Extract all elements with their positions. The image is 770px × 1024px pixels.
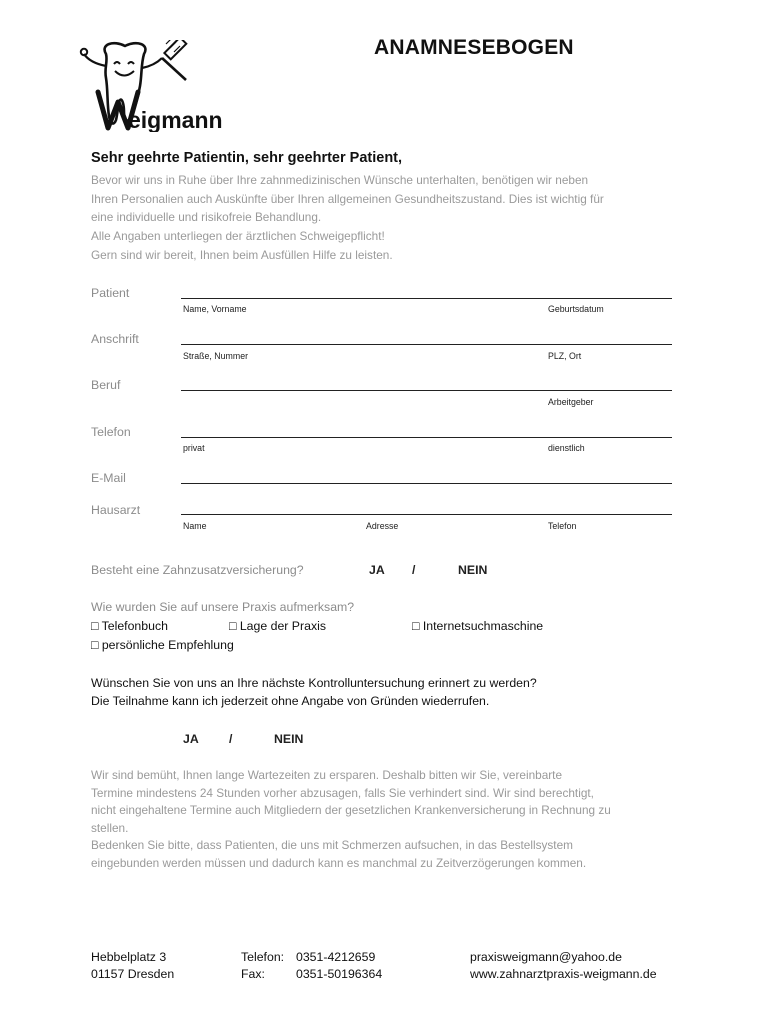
svg-text:eigmann: eigmann xyxy=(128,107,223,132)
referral-option-search-engine[interactable]: □ Internetsuchmaschine xyxy=(412,619,544,633)
referral-option-recommendation[interactable]: □ persönliche Empfehlung xyxy=(91,638,234,652)
reminder-separator: / xyxy=(229,732,233,746)
footer-contact-labels xyxy=(241,949,284,983)
phone-label: Telefon xyxy=(91,425,131,439)
intro-line: eine individuelle und risikofreie Behandlung. xyxy=(91,210,322,224)
doctor-phone-caption: Telefon xyxy=(548,521,577,531)
footer-website-link[interactable]: www.zahnarztpraxis-weigmann.de xyxy=(470,967,657,981)
insurance-separator: / xyxy=(412,563,416,577)
notice-line: stellen. xyxy=(91,820,129,835)
family-doctor-field[interactable] xyxy=(181,514,672,515)
appointment-notice xyxy=(91,767,691,873)
notice-line: Bedenken Sie bitte, dass Patienten, die uns mit Schmerzen aufsuchen, in das Bestellsystem xyxy=(91,838,573,853)
notice-line: Wir sind bemüht, Ihnen lange Wartezeiten zu ersparen. Deshalb bitten wir Sie, vereinbarte xyxy=(91,768,563,782)
footer-fax: 0351-50196364 xyxy=(296,967,383,981)
intro-line: Ihren Personalien auch Auskünfte über Ihren allgemeinen Gesundheitszustand. Dies ist wichtig für xyxy=(91,192,604,206)
address-label: Anschrift xyxy=(91,332,139,346)
insurance-question: Besteht eine Zahnzusatzversicherung? xyxy=(91,563,304,577)
referral-option-phonebook[interactable]: □ Telefonbuch xyxy=(91,619,168,633)
phone-field[interactable] xyxy=(181,437,672,438)
address-street-caption: Straße, Nummer xyxy=(183,351,249,361)
footer-phone-label: Telefon: xyxy=(241,950,285,964)
patient-label: Patient xyxy=(91,286,130,300)
reminder-note: Die Teilnahme kann ich jederzeit ohne Angabe von Gründen wiederrufen. xyxy=(91,694,490,708)
phone-business-caption: dienstlich xyxy=(548,443,585,453)
footer-address xyxy=(91,949,174,983)
referral-option-location[interactable]: □ Lage der Praxis xyxy=(229,619,326,633)
intro-line: Alle Angaben unterliegen der ärztlichen Schweigepflicht! xyxy=(91,229,385,243)
form-title: ANAMNESEBOGEN xyxy=(374,36,574,59)
notice-line: eingebunden werden müssen und dadurch kann es manchmal zu Zeitverzögerungen kommen. xyxy=(91,855,587,870)
doctor-name-caption: Name xyxy=(183,521,207,531)
address-field[interactable] xyxy=(181,344,672,345)
insurance-no-option[interactable]: NEIN xyxy=(458,563,488,577)
footer-online xyxy=(470,949,657,983)
address-city-caption: PLZ, Ort xyxy=(548,351,582,361)
footer-contact-numbers xyxy=(296,949,382,983)
family-doctor-label: Hausarzt xyxy=(91,503,141,517)
footer-fax-label: Fax: xyxy=(241,967,265,981)
employer-caption: Arbeitgeber xyxy=(548,397,594,407)
patient-birthdate-caption: Geburtsdatum xyxy=(548,304,604,314)
phone-private-caption: privat xyxy=(183,443,205,453)
notice-line: Termine mindestens 24 Stunden vorher abzusagen, falls Sie verhindert sind. Wir sind berechtigt, xyxy=(91,785,594,800)
footer-city: 01157 Dresden xyxy=(91,967,175,981)
patient-name-caption: Name, Vorname xyxy=(183,304,247,314)
reminder-yes-option[interactable]: JA xyxy=(183,732,199,746)
email-field[interactable] xyxy=(181,483,672,484)
tooth-mascot-icon xyxy=(78,40,243,132)
doctor-address-caption: Adresse xyxy=(366,521,399,531)
footer-street: Hebbelplatz 3 xyxy=(91,950,167,964)
email-label: E-Mail xyxy=(91,471,126,485)
insurance-yes-option[interactable]: JA xyxy=(369,563,385,577)
reminder-question: Wünschen Sie von uns an Ihre nächste Kontrolluntersuchung erinnert zu werden? xyxy=(91,676,537,690)
occupation-label: Beruf xyxy=(91,378,121,392)
referral-question: Wie wurden Sie auf unsere Praxis aufmerksam? xyxy=(91,600,355,614)
intro-line: Bevor wir uns in Ruhe über Ihre zahnmedizinischen Wünsche unterhalten, benötigen wir neben xyxy=(91,173,589,187)
occupation-field[interactable] xyxy=(181,390,672,391)
intro-line: Gern sind wir bereit, Ihnen beim Ausfüllen Hilfe zu leisten. xyxy=(91,248,393,262)
practice-logo xyxy=(78,40,243,132)
patient-field[interactable] xyxy=(181,298,672,299)
notice-line: nicht eingehaltene Termine auch Mitgliedern der gesetzlichen Krankenversicherung in Rechnung zu xyxy=(91,803,611,818)
footer-email-link[interactable]: praxisweigmann@yahoo.de xyxy=(470,950,622,964)
greeting: Sehr geehrte Patientin, sehr geehrter Patient, xyxy=(91,150,403,166)
footer-phone: 0351-4212659 xyxy=(296,950,376,964)
reminder-no-option[interactable]: NEIN xyxy=(274,732,304,746)
